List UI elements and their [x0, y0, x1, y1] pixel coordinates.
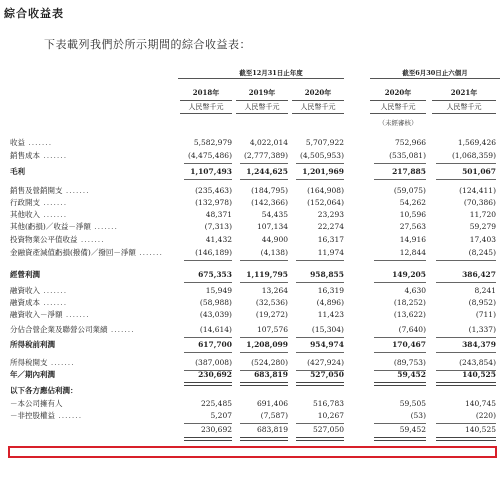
value-cell: (4,138) [260, 248, 288, 257]
subtotal-rule [374, 260, 426, 261]
value-cell: 170,467 [392, 340, 426, 349]
subtotal-rule [296, 260, 344, 261]
leader-dots: ....... [90, 222, 118, 231]
table-row [0, 410, 504, 422]
intro-text: 下表載列我們於所示期間的綜合收益表： [44, 38, 251, 51]
total-double-rule [436, 437, 496, 441]
value-cell: 11,974 [317, 248, 344, 257]
row-label [10, 166, 25, 178]
leader-dots: ....... [40, 151, 68, 160]
value-cell: (535,081) [389, 151, 426, 160]
value-cell: (235,463) [195, 186, 232, 195]
value-cell: (7,313) [204, 222, 232, 231]
table-row [0, 269, 504, 281]
subtotal-rule [184, 260, 232, 261]
row-label-text: 其他(虧損)／收益－淨額 [10, 222, 91, 231]
row-label-text: 所得稅前利潤 [10, 340, 55, 349]
leader-dots: ....... [62, 186, 90, 195]
value-cell: (59,075) [393, 186, 426, 195]
value-cell: (142,366) [251, 198, 288, 207]
value-cell: 752,966 [394, 138, 426, 147]
leader-dots: ....... [40, 210, 68, 219]
header-underline-annual [178, 78, 344, 79]
value-cell: 107,134 [256, 222, 288, 231]
leader-dots: ....... [40, 298, 68, 307]
table-row [0, 339, 504, 351]
header-group-interim: 截至6月30日止六個月 [402, 69, 468, 77]
value-cell: (1,068,359) [451, 151, 496, 160]
value-cell: (15,304) [311, 325, 344, 334]
subtotal-rule [436, 163, 496, 164]
subtotal-rule [296, 179, 344, 180]
subtotal-rule [240, 337, 288, 338]
row-label [10, 297, 67, 309]
value-cell: 1,208,099 [246, 340, 288, 349]
value-cell: 41,432 [205, 235, 232, 244]
value-cell: 527,050 [312, 425, 344, 434]
subtotal-rule [184, 282, 232, 283]
table-row [0, 324, 504, 336]
value-cell: 4,022,014 [249, 138, 288, 147]
table-row [0, 197, 504, 209]
value-cell: (146,189) [195, 248, 232, 257]
value-cell: 691,406 [256, 399, 288, 408]
value-cell: (58,988) [199, 298, 232, 307]
value-cell: 107,576 [256, 325, 288, 334]
value-cell: (89,753) [393, 358, 426, 367]
total-double-rule [374, 437, 426, 441]
value-cell: (427,924) [307, 358, 344, 367]
row-label-text: 分佔合營企業及聯營公司業績 [10, 325, 108, 334]
value-cell: (53) [410, 411, 426, 420]
year-col-1: 2018年 [192, 88, 220, 97]
header-group-annual: 截至12月31日止年度 [239, 69, 303, 77]
row-label-text: －非控股權益 [10, 411, 55, 420]
subtotal-rule [296, 352, 344, 353]
row-label [10, 369, 55, 381]
header-underline-interim [370, 78, 500, 79]
subtotal-rule [296, 282, 344, 283]
year-col-5: 2021年 [450, 88, 478, 97]
value-cell: (7,587) [260, 411, 288, 420]
subtotal-rule [374, 352, 426, 353]
value-cell: (524,280) [251, 358, 288, 367]
value-cell: 5,582,979 [193, 138, 232, 147]
value-cell: 140,745 [464, 399, 496, 408]
table-row [0, 234, 504, 246]
subtotal-rule [184, 163, 232, 164]
row-label [10, 185, 90, 197]
subtotal-rule [436, 352, 496, 353]
value-cell: 54,262 [399, 198, 426, 207]
value-cell: 27,563 [399, 222, 426, 231]
value-cell: 1,569,426 [457, 138, 496, 147]
value-cell: 5,207 [210, 411, 232, 420]
highlight-box [8, 446, 497, 458]
value-cell: (132,978) [195, 198, 232, 207]
value-cell: 954,974 [310, 340, 344, 349]
subtotal-rule [184, 352, 232, 353]
row-label-text: 其他收入 [10, 210, 40, 219]
leader-dots: ....... [25, 138, 53, 147]
value-cell: 958,855 [310, 270, 344, 279]
row-label-text: 毛利 [10, 167, 25, 176]
row-label [10, 197, 67, 209]
section-title: 綜合收益表 [4, 7, 64, 20]
value-cell: 384,379 [462, 340, 496, 349]
row-label [10, 385, 78, 397]
value-cell: 5,707,922 [305, 138, 344, 147]
value-cell: 59,452 [397, 370, 426, 379]
value-cell: 10,267 [317, 411, 344, 420]
value-cell: (243,854) [459, 358, 496, 367]
total-double-rule [184, 437, 232, 441]
leader-dots: ....... [40, 286, 68, 295]
table-row [0, 221, 504, 233]
row-label-text: 融資成本 [10, 298, 40, 307]
row-label-text: 銷售成本 [10, 151, 40, 160]
row-label [10, 285, 67, 297]
value-cell: 8,241 [474, 286, 496, 295]
value-cell: 516,783 [312, 399, 344, 408]
value-cell: 1,244,625 [246, 167, 288, 176]
value-cell: 17,403 [469, 235, 496, 244]
value-cell: (8,245) [468, 248, 496, 257]
subtotal-rule [240, 282, 288, 283]
leader-dots: ....... [40, 198, 68, 207]
row-label [10, 410, 82, 422]
value-cell: 386,427 [462, 270, 496, 279]
value-cell: 16,317 [317, 235, 344, 244]
table-row [0, 385, 504, 397]
table-row [0, 166, 504, 178]
value-cell: (70,386) [463, 198, 496, 207]
row-label [10, 247, 163, 259]
row-label-text: 以下各方應佔利潤： [10, 386, 78, 395]
currency-col-5: 人民幣千元 [432, 100, 496, 114]
subtotal-rule [374, 179, 426, 180]
table-row [0, 150, 504, 162]
subtotal-rule [296, 163, 344, 164]
subtotal-rule [436, 282, 496, 283]
value-cell: (4,896) [316, 298, 344, 307]
value-cell: (4,475,486) [187, 151, 232, 160]
subtotal-rule [436, 179, 496, 180]
row-label-text: 金融資產減值虧損(撥備)／撥回－淨額 [10, 248, 136, 257]
table-row [0, 309, 504, 321]
subtotal-rule [374, 163, 426, 164]
value-cell: (387,008) [195, 358, 232, 367]
subtotal-rule [240, 352, 288, 353]
table-row [0, 369, 504, 381]
row-label [10, 339, 55, 351]
value-cell: (19,272) [255, 310, 288, 319]
value-cell: 683,819 [254, 370, 288, 379]
value-cell: 13,264 [261, 286, 288, 295]
subtotal-rule [296, 337, 344, 338]
year-col-2: 2019年 [248, 88, 276, 97]
value-cell: 44,900 [261, 235, 288, 244]
row-label [10, 309, 90, 321]
year-col-3: 2020年 [304, 88, 332, 97]
value-cell: 12,844 [399, 248, 426, 257]
value-cell: 149,205 [392, 270, 426, 279]
row-label [10, 221, 118, 233]
row-label-text: 投資物業公平值收益 [10, 235, 78, 244]
leader-dots: ....... [107, 325, 135, 334]
value-cell: 16,319 [317, 286, 344, 295]
leader-dots: ....... [47, 358, 75, 367]
table-row [0, 185, 504, 197]
row-label [10, 234, 105, 246]
value-cell: (164,908) [307, 186, 344, 195]
row-label-text: 經營利潤 [10, 270, 40, 279]
subtotal-rule [240, 163, 288, 164]
row-label [10, 357, 75, 369]
value-cell: 225,485 [200, 399, 232, 408]
table-row [0, 209, 504, 221]
subtotal-rule [240, 179, 288, 180]
value-cell: 140,525 [462, 370, 496, 379]
leader-dots: ....... [62, 310, 90, 319]
value-cell: (8,952) [468, 298, 496, 307]
value-cell: (7,640) [398, 325, 426, 334]
row-label-text: 年／期內利潤 [10, 370, 55, 379]
year-col-4: 2020年 [384, 88, 412, 97]
row-label-text: 融資收入－淨額 [10, 310, 63, 319]
value-cell: 23,293 [317, 210, 344, 219]
value-cell: 617,700 [198, 340, 232, 349]
value-cell: 54,435 [261, 210, 288, 219]
value-cell: 15,949 [205, 286, 232, 295]
subtotal-rule [374, 282, 426, 283]
row-label [10, 324, 135, 336]
value-cell: 59,505 [399, 399, 426, 408]
subtotal-rule [436, 260, 496, 261]
value-cell: (1,337) [468, 325, 496, 334]
row-label-text: 融資收入 [10, 286, 40, 295]
unaudited-note: （未經審核） [378, 119, 418, 127]
table-row [0, 357, 504, 369]
value-cell: 230,692 [198, 370, 232, 379]
leader-dots: ....... [55, 411, 83, 420]
leader-dots: ....... [135, 248, 163, 257]
value-cell: (18,252) [393, 298, 426, 307]
row-label-text: 所得稅開支 [10, 358, 48, 367]
row-label-text: －本公司擁有人 [10, 399, 63, 408]
value-cell: (220) [475, 411, 496, 420]
table-row [0, 285, 504, 297]
value-cell: (13,622) [393, 310, 426, 319]
row-label-text: 行政開支 [10, 198, 40, 207]
row-label [10, 137, 52, 149]
table-row [0, 247, 504, 259]
value-cell: 10,596 [399, 210, 426, 219]
row-label [10, 209, 67, 221]
total-double-rule [240, 437, 288, 441]
subtotal-rule [374, 337, 426, 338]
value-cell: (184,795) [251, 186, 288, 195]
value-cell: 527,050 [310, 370, 344, 379]
value-cell: 675,353 [198, 270, 232, 279]
value-cell: 48,371 [205, 210, 232, 219]
value-cell: 230,692 [200, 425, 232, 434]
value-cell: (152,064) [307, 198, 344, 207]
value-cell: 1,201,969 [302, 167, 344, 176]
subtotal-rule [184, 337, 232, 338]
value-cell: (124,411) [459, 186, 496, 195]
currency-col-4: 人民幣千元 [370, 100, 426, 114]
value-cell: 59,279 [469, 222, 496, 231]
value-cell: 217,885 [392, 167, 426, 176]
value-cell: 11,720 [469, 210, 496, 219]
value-cell: 22,274 [317, 222, 344, 231]
row-label [10, 398, 63, 410]
subtotal-rule [436, 337, 496, 338]
subtotal-rule [184, 179, 232, 180]
value-cell: 683,819 [256, 425, 288, 434]
table-row [0, 398, 504, 410]
value-cell: 140,525 [464, 425, 496, 434]
value-cell: 14,916 [399, 235, 426, 244]
row-label [10, 269, 40, 281]
value-cell: (4,505,953) [299, 151, 344, 160]
table-row [0, 137, 504, 149]
currency-col-3: 人民幣千元 [292, 100, 344, 114]
row-label-text: 銷售及營銷開支 [10, 186, 63, 195]
value-cell: 4,630 [404, 286, 426, 295]
value-cell: (43,039) [199, 310, 232, 319]
table-row [0, 297, 504, 309]
value-cell: (711) [475, 310, 496, 319]
total-double-rule [296, 437, 344, 441]
leader-dots: ....... [77, 235, 105, 244]
subtotal-rule [240, 260, 288, 261]
currency-col-2: 人民幣千元 [236, 100, 288, 114]
row-label [10, 150, 67, 162]
table-row [0, 424, 504, 436]
value-cell: (2,777,389) [243, 151, 288, 160]
row-label-text: 收益 [10, 138, 25, 147]
value-cell: 1,107,493 [190, 167, 232, 176]
currency-col-1: 人民幣千元 [180, 100, 232, 114]
value-cell: 501,067 [462, 167, 496, 176]
value-cell: 11,423 [317, 310, 344, 319]
value-cell: 1,119,795 [246, 270, 288, 279]
value-cell: (14,614) [199, 325, 232, 334]
value-cell: (32,536) [255, 298, 288, 307]
value-cell: 59,452 [399, 425, 426, 434]
